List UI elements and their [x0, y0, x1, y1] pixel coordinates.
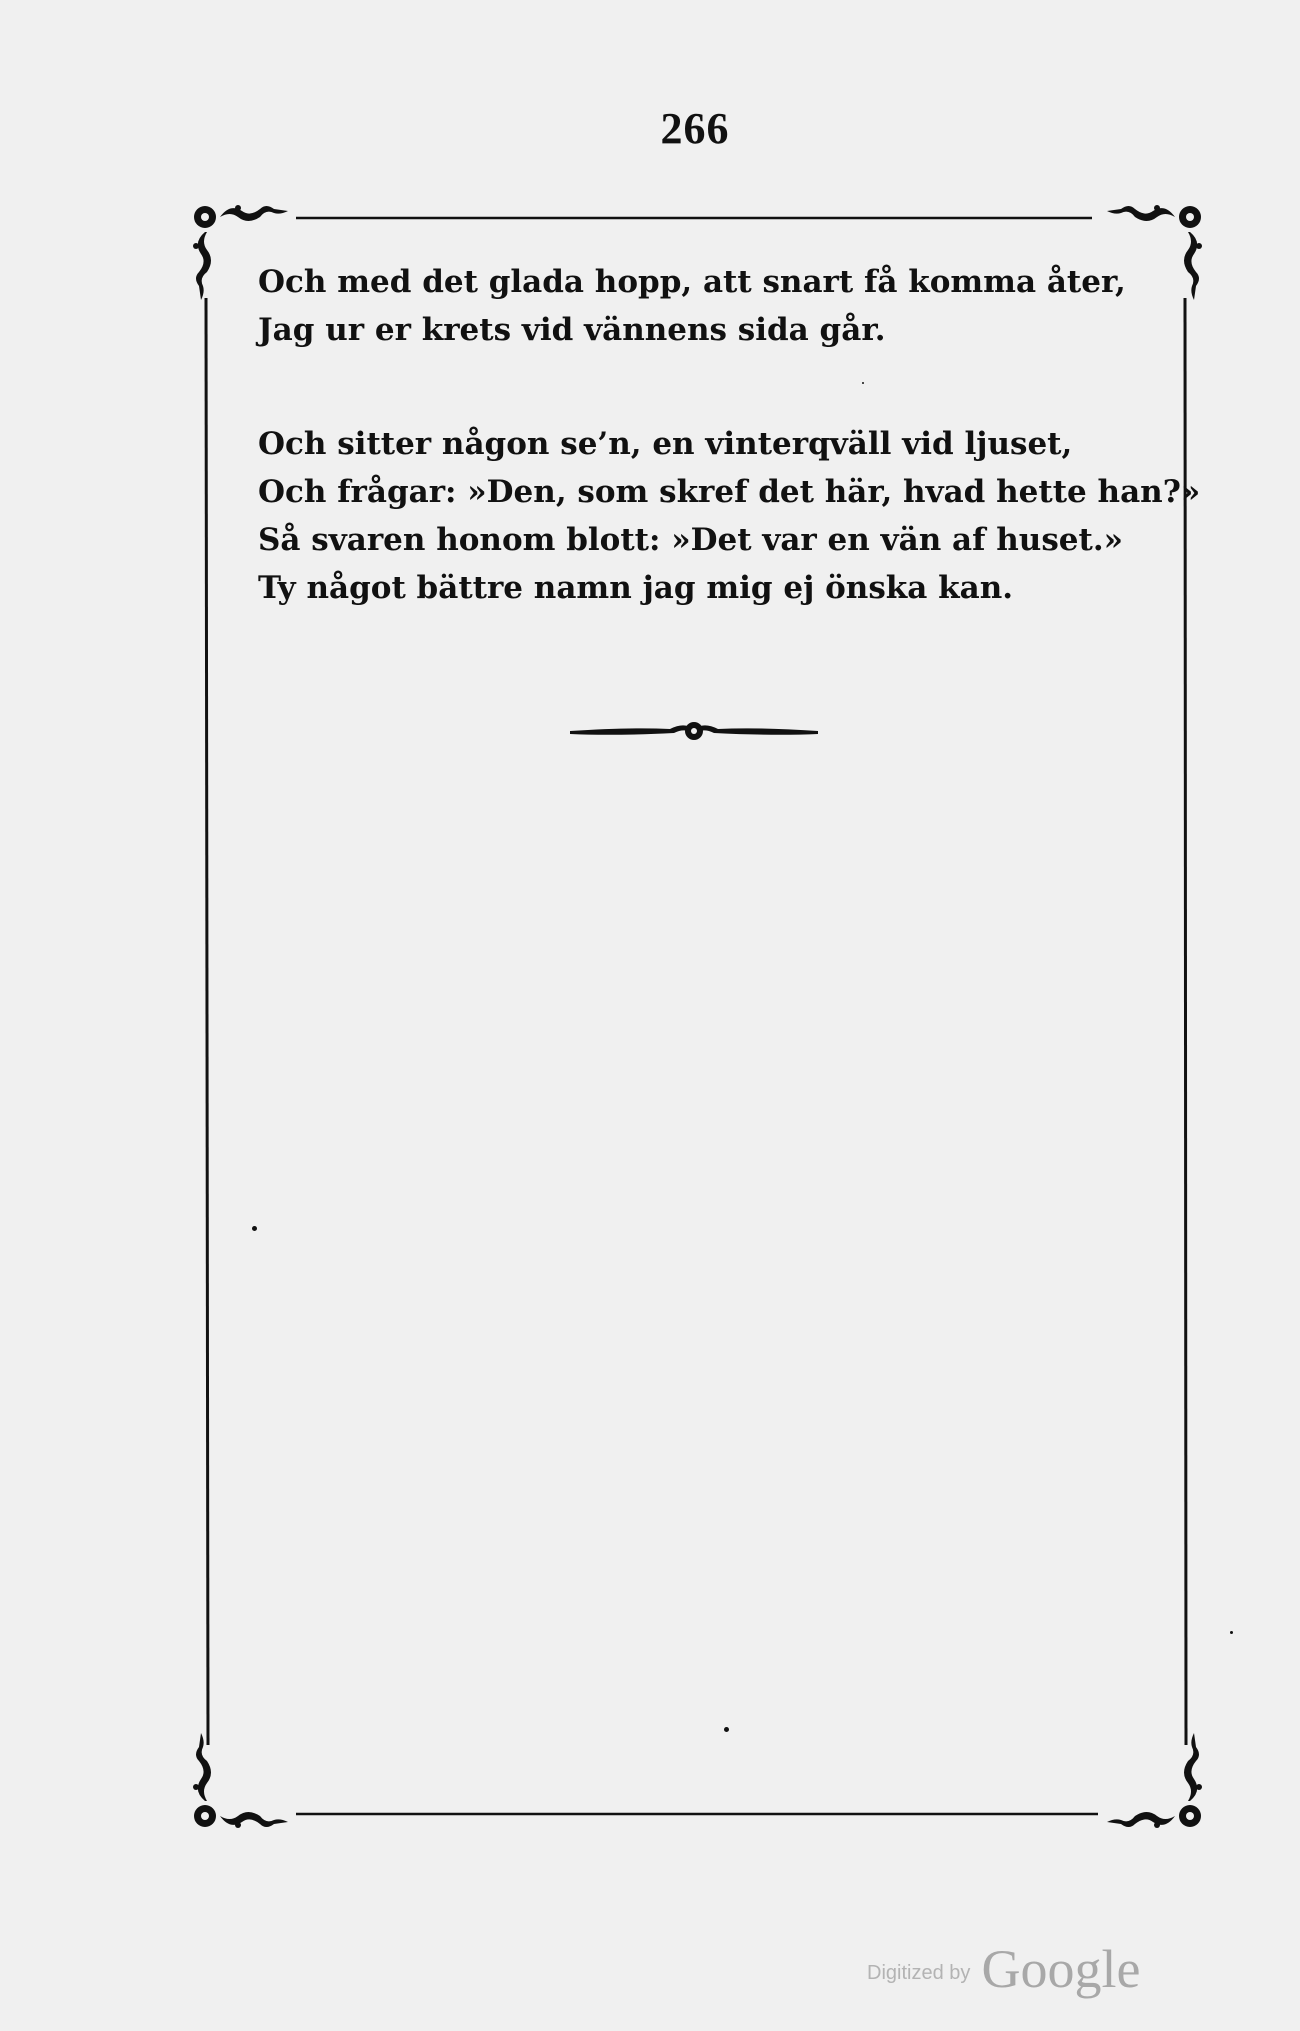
digitized-by-label: Digitized by	[867, 1962, 971, 1984]
poem-line: Ty något bättre namn jag mig ej önska kan.	[258, 570, 1014, 606]
stanza	[258, 420, 1201, 612]
scan-speck	[1230, 1631, 1233, 1634]
google-watermark	[867, 1938, 1140, 2000]
scan-speck	[252, 1226, 257, 1231]
poem-line: Och med det glada hopp, att snart få komma åter,	[258, 264, 1126, 300]
poem-line: Och sitter någon se’n, en vinterqväll vid ljuset,	[258, 426, 1073, 462]
fleuron-divider-icon	[570, 718, 818, 744]
poem-body	[258, 258, 1201, 612]
poem-line: Och frågar: »Den, som skref det här, hvad hette han?»	[258, 474, 1201, 510]
google-logo: Google	[981, 1939, 1141, 1999]
stanza	[258, 258, 1158, 354]
page-number: 266	[660, 104, 730, 153]
scan-speck	[724, 1727, 729, 1732]
poem-line: Så svaren honom blott: »Det var en vän af huset.»	[258, 522, 1123, 558]
corner-flourish-icon	[1107, 1733, 1202, 1828]
scan-speck	[862, 382, 864, 384]
corner-flourish-icon	[193, 1733, 288, 1828]
poem-line: Jag ur er krets vid vännens sida går.	[258, 312, 886, 348]
